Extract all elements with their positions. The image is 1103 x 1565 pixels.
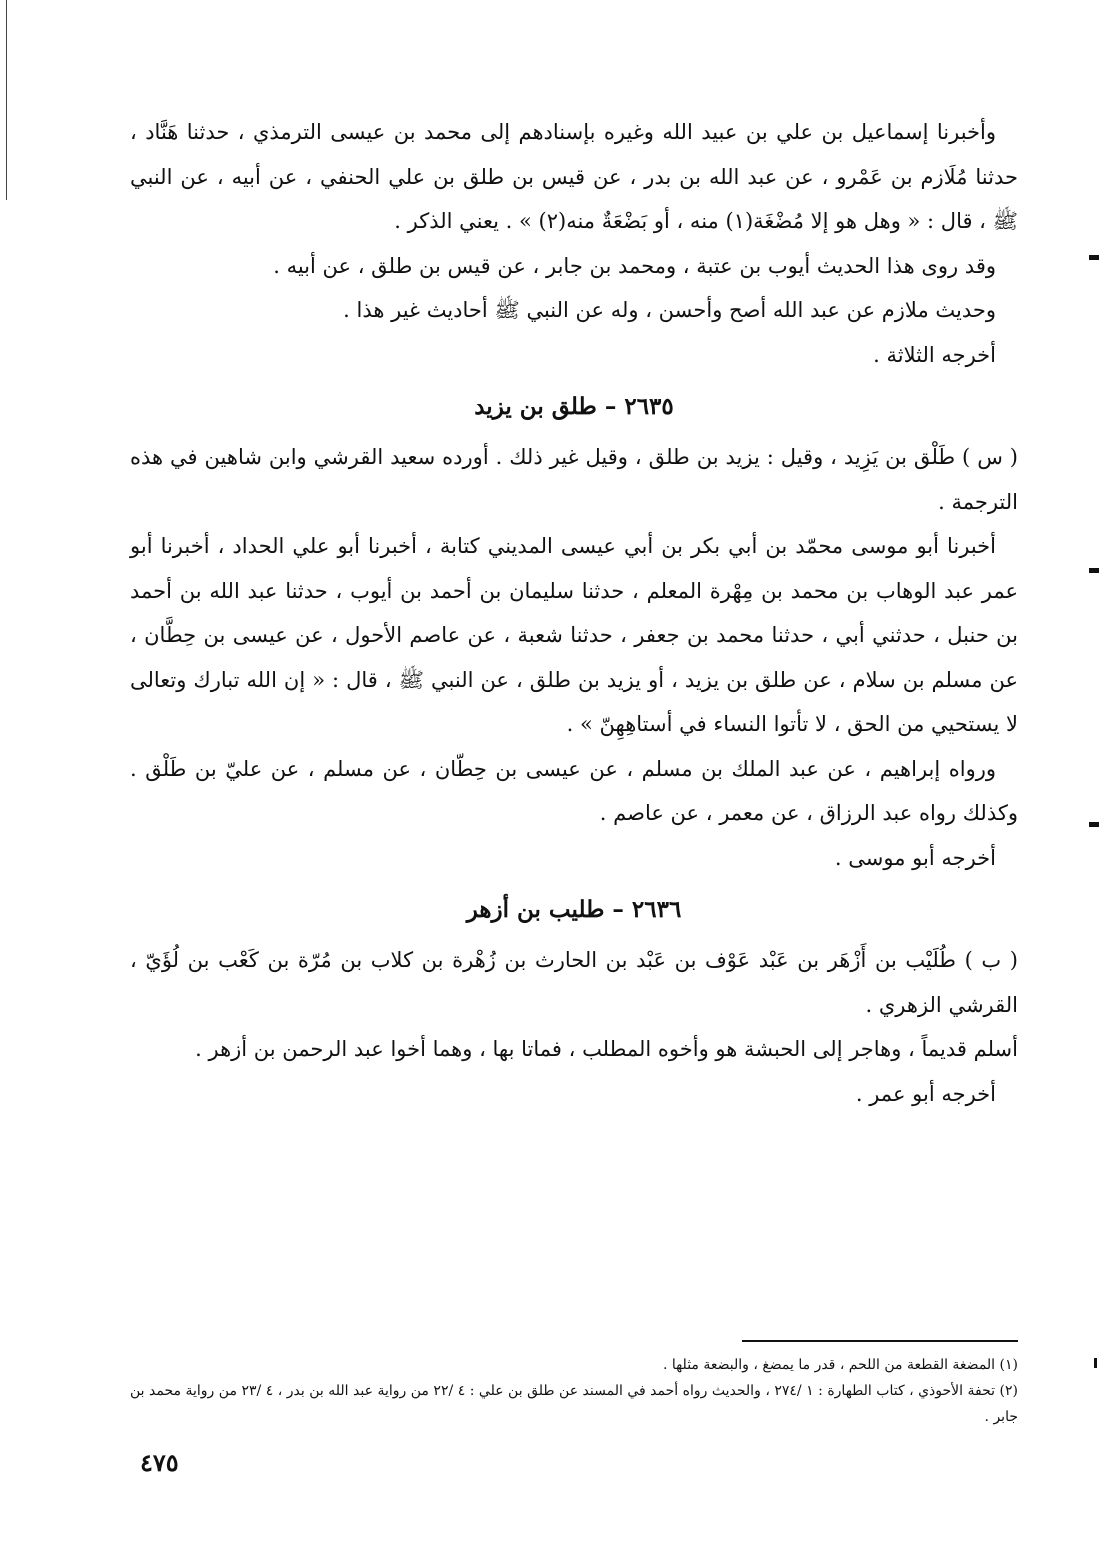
footnote-2: (٢) تحفة الأحوذي ، كتاب الطهارة : ١ /٢٧٤ ، والحديث رواه أحمد في المسند عن طلق بن علي : ٤ /٢٢ من رواية عبد الله بن بدر ، ٤ /٢٣ من رواية محمد بن جابر . — [130, 1383, 1019, 1425]
entry-2634-tail — [130, 110, 1018, 377]
paragraph-other-narration: ورواه إبراهيم ، عن عبد الملك بن مسلم ، عن عيسى بن حِطّان ، عن مسلم ، عن عليّ بن طَلْق . وكذلك رواه عبد الرزاق ، عن معمر ، عن عاصم . — [130, 756, 1018, 825]
margin-mark — [1089, 822, 1099, 827]
entry-2635 — [130, 435, 1018, 880]
margin-mark — [1089, 568, 1099, 573]
entry-heading-2636: ٢٦٣٦ – طليب بن أزهر — [466, 896, 682, 923]
entry-2636 — [130, 938, 1018, 1116]
page-body — [130, 110, 1018, 1122]
paragraph-attribution: أخرجه أبو موسى . — [834, 845, 996, 870]
page-number: ٤٧٥ — [140, 1448, 179, 1477]
footnotes — [130, 1340, 1018, 1430]
paragraph-isnad: أخبرنا أبو موسى محمّد بن أبي بكر بن أبي عيسى المديني كتابة ، أخبرنا أبو علي الحداد ، أخبرنا أبو عمر عبد الوهاب بن محمد بن مِهْرة المعلم ، حدثنا سليمان بن أحمد بن أيوب ، حدثنا عبد الله بن أحمد بن حنبل ، حدثني أبي ، حدثنا محمد بن جعفر ، حدثنا شعبة ، عن عاصم الأحول ، عن عيسى بن حِطَّان ، عن مسلم بن سلام ، عن طلق بن يزيد ، أو يزيد بن طلق ، عن النبي ﷺ ، قال : « إن الله تبارك وتعالى لا يستحيي من الحق ، لا تأتوا النساء في أستاهِهِنّ » . — [130, 534, 1018, 736]
paragraph-mulazim-note: وحديث ملازم عن عبد الله أصح وأحسن ، وله عن النبي ﷺ أحاديث غير هذا . — [343, 298, 996, 322]
entry-heading-2635: ٢٦٣٥ – طلق بن يزيد — [474, 393, 674, 420]
footnote-1: (١) المضغة القطعة من اللحم ، قدر ما يمضغ ، والبضعة مثلها . — [662, 1357, 1018, 1373]
paragraph-biography: أسلم قديماً ، وهاجر إلى الحبشة هو وأخوه المطلب ، فماتا بها ، وهما أخوا عبد الرحمن بن أزهر . — [195, 1037, 1018, 1061]
paragraph-entry-intro: ( س ) طَلْق بن يَزِيد ، وقيل : يزيد بن طلق ، وقيل غير ذلك . أورده سعيد القرشي وابن شاهين في هذه الترجمة . — [130, 445, 1018, 514]
paragraph-other-narrators: وقد روى هذا الحديث أيوب بن عتبة ، ومحمد بن جابر ، عن قيس بن طلق ، عن أبيه . — [273, 253, 996, 278]
paragraph-tirmidhi-narration: وأخبرنا إسماعيل بن علي بن عبيد الله وغيره بإسنادهم إلى محمد بن عيسى الترمذي ، حدثنا هَنَّاد ، حدثنا مُلَازم بن عَمْرو ، عن عبد الله بن بدر ، عن قيس بن طلق بن علي الحنفي ، عن أبيه ، عن النبي ﷺ ، قال : « وهل هو إلا مُضْغَة(١) منه ، أو بَضْعَةٌ منه(٢) » . يعني الذكر . — [130, 120, 1018, 233]
paragraph-entry-intro: ( ب ) طُلَيْب بن أَزْهَر بن عَبْد عَوْف بن عَبْد بن الحارث بن زُهْرة بن كلاب بن مُرّة بن كَعْب بن لُؤَيّ ، القرشي الزهري . — [130, 948, 1018, 1017]
margin-mark — [1089, 255, 1099, 260]
paragraph-attribution: أخرجه الثلاثة . — [873, 342, 996, 367]
paragraph-attribution: أخرجه أبو عمر . — [855, 1081, 996, 1106]
scan-edge-line — [6, 0, 7, 200]
footnote-divider — [742, 1340, 1018, 1342]
margin-mark — [1094, 1358, 1097, 1368]
